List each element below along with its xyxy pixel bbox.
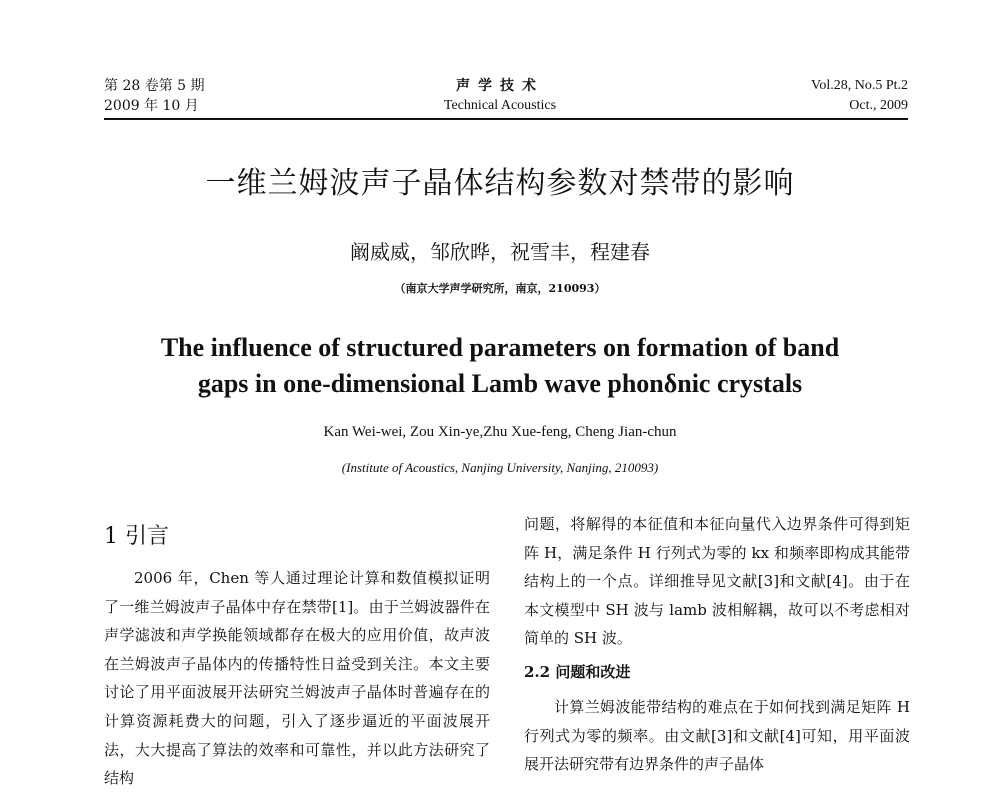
- title-cn: 一维兰姆波声子晶体结构参数对禁带的影响: [205, 166, 795, 201]
- affiliation-en: (Institute of Acoustics, Nanjing University, Nanjing, 210093): [341, 460, 659, 475]
- header-vol-issue-en: [811, 76, 908, 116]
- right-paragraph1: 问题，将解得的本征值和本征向量代入边界条件可得到矩阵 H，满足条件 H 行列式为零的 kx 和频率即构成其能带结构上的一个点。详细推导见文献[3]和文献[4]。由于在本文模型中 SH 波与 lamb 波相解耦，故可以不考虑相对简单的 SH 波。: [524, 515, 910, 648]
- right-column: [524, 510, 910, 779]
- header-date-cn: 2009 年 10 月: [104, 98, 199, 114]
- header-journal: [360, 76, 640, 116]
- header-vol-issue-cn: [104, 76, 205, 116]
- header-vol-issue-cn-text: 第 28 卷第 5 期: [104, 78, 205, 94]
- section1-heading: 1 引言: [104, 524, 169, 549]
- authors-cn: 阚威威，邹欣晔，祝雪丰，程建春: [350, 240, 650, 264]
- header-rule: [104, 118, 908, 120]
- section1-paragraph: 2006 年，Chen 等人通过理论计算和数值模拟证明了一维兰姆波声子晶体中存在禁带[1]。由于兰姆波器件在声学滤波和声学换能领域都存在极大的应用价值，故声波在兰姆波声子晶体内的传播特性日益受到关注。本文主要讨论了用平面波展开法研究兰姆波声子晶体时普遍存在的计算资源耗费大的问题，引入了逐步逼近的平面波展开法，大大提高了算法的效率和可靠性，并以此方法研究了结构: [104, 569, 490, 788]
- title-en-line2: gaps in one-dimensional Lamb wave phonδnic crystals: [197, 369, 803, 398]
- header-date-en: Oct., 2009: [849, 98, 908, 113]
- title-en: [120, 330, 880, 402]
- subsection-2-2-heading: 2.2 问题和改进: [524, 662, 631, 681]
- affiliation-cn: （南京大学声学研究所，南京，210093）: [394, 282, 606, 295]
- authors-en: Kan Wei-wei, Zou Xin-ye,Zhu Xue-feng, Cheng Jian-chun: [323, 424, 677, 440]
- header-journal-cn: 声学技术: [456, 78, 544, 94]
- title-en-line1: The influence of structured parameters on formation of band: [160, 333, 840, 362]
- header-journal-en: Technical Acoustics: [443, 98, 557, 113]
- right-paragraph2: 计算兰姆波能带结构的难点在于如何找到满足矩阵 H 行列式为零的频率。由文献[3]和文献[4]可知，用平面波展开法研究带有边界条件的声子晶体: [524, 697, 910, 774]
- left-column: [104, 564, 490, 793]
- header-vol-issue-en-text: Vol.28, No.5 Pt.2: [811, 78, 908, 93]
